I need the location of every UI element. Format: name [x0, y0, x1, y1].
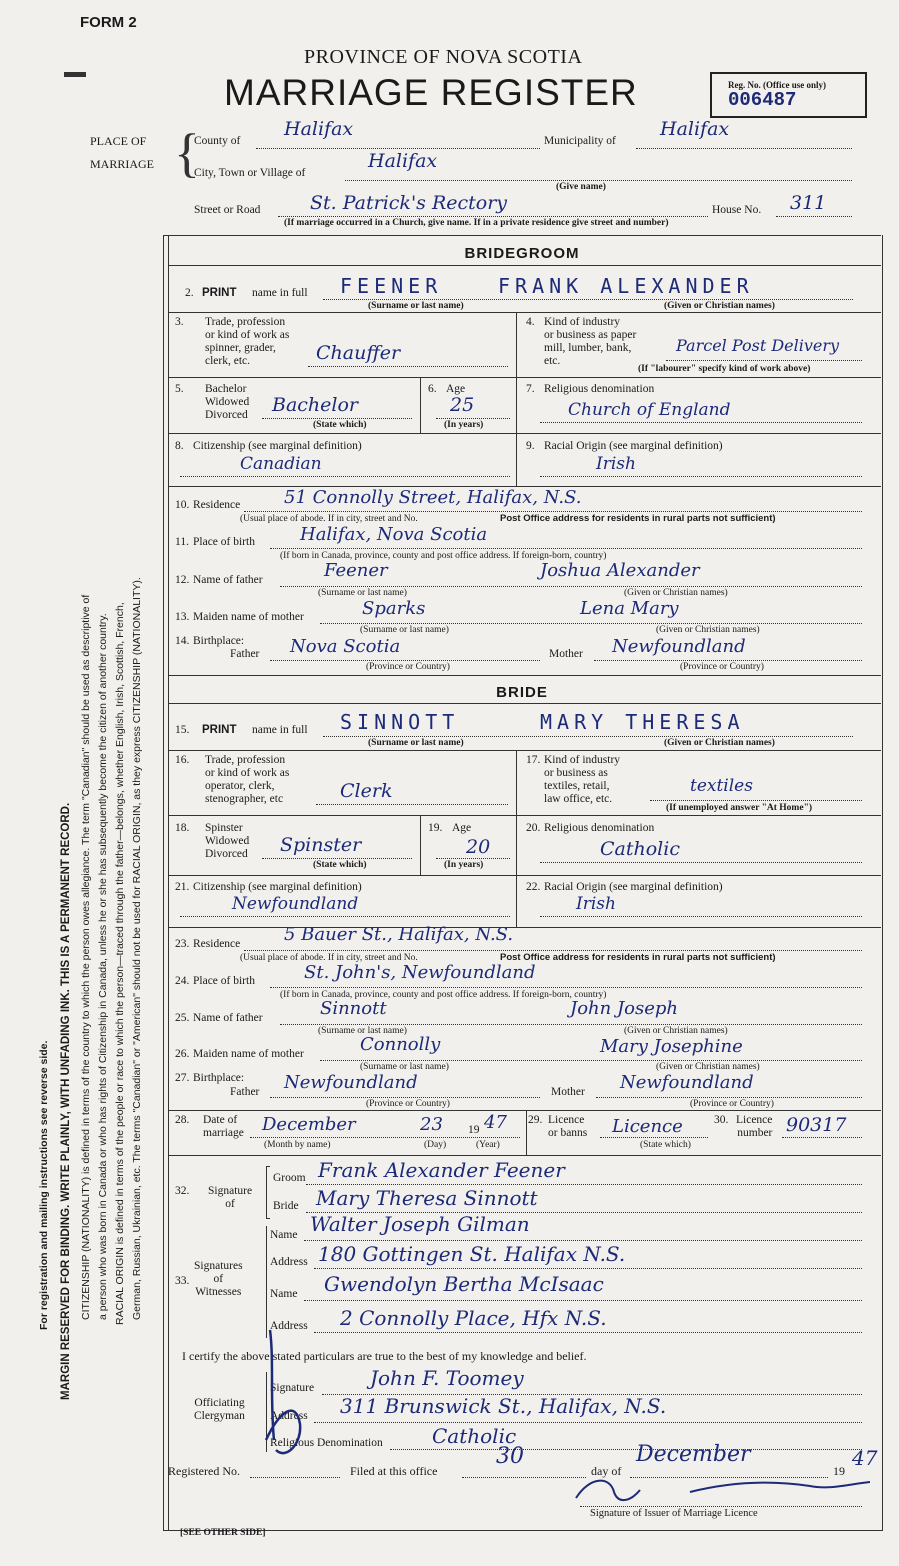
marriage-day: 23 [420, 1114, 443, 1135]
groom-religion: Church of England [568, 400, 731, 420]
field-2-print: PRINT [202, 287, 237, 299]
field-30-label: Licence number [736, 1114, 773, 1139]
marriage-year: 47 [484, 1112, 507, 1133]
bride-signature: Mary Theresa Sinnott [316, 1186, 538, 1210]
filed-day: 30 [496, 1444, 524, 1469]
witness-1-address: 180 Gottingen St. Halifax N.S. [318, 1242, 626, 1266]
bride-birthplace: St. John's, Newfoundland [304, 962, 536, 983]
bride-father-birthplace: Newfoundland [284, 1072, 418, 1093]
bride-mother-birthplace: Newfoundland [620, 1072, 754, 1093]
licence-number: 90317 [786, 1114, 847, 1136]
groom-status: Bachelor [272, 394, 359, 416]
reg-no-value: 006487 [728, 89, 797, 111]
field-32-label: Signature of [208, 1185, 253, 1210]
tick-mark [256, 1320, 316, 1470]
filed-year: 47 [852, 1446, 878, 1470]
county-line [256, 148, 540, 149]
clergy-address: 311 Brunswick St., Halifax, N.S. [340, 1394, 667, 1418]
field-16-label: Trade, profession or kind of work as operator, clerk, stenographer, etc [205, 754, 290, 805]
clergy-denomination: Catholic [432, 1424, 517, 1448]
groom-age: 25 [450, 394, 475, 416]
county-label: County of [194, 135, 241, 147]
field-29-label: Licence or banns [548, 1114, 588, 1139]
bride-given: MARY THERESA [540, 710, 745, 734]
give-name-caption: (Give name) [556, 182, 606, 192]
margin-line-3: CITIZENSHIP (NATIONALITY) is defined in terms of the country to which the person owes allegiance. The term "Canadian" should be used as descriptive of [80, 594, 92, 1320]
field-2-number: 2. [185, 287, 194, 299]
groom-father-given: Joshua Alexander [540, 560, 700, 581]
municipality-line [636, 148, 852, 149]
bride-religion: Catholic [600, 838, 680, 860]
field-4-label: Kind of industry or business as paper mill, lumber, bank, etc. [544, 316, 637, 367]
bride-father-given: John Joseph [570, 998, 679, 1019]
house-label: House No. [712, 204, 762, 216]
reg-no-label: Reg. No. (Office use only) [728, 80, 826, 90]
groom-father-surname: Feener [324, 560, 388, 581]
frame-top [163, 235, 881, 236]
margin-line-4: a person who was born in Canada or who has rights of Citizenship in Canada, unless he or she has subsequently become the citizen of another country. [97, 613, 109, 1320]
field-3-label: Trade, profession or kind of work as spinner, grader, clerk, etc. [205, 316, 290, 367]
bride-trade: Clerk [340, 780, 393, 802]
clergy-signature: John F. Toomey [370, 1366, 524, 1390]
city-label: City, Town or Village of [194, 167, 306, 179]
city-line [345, 180, 852, 181]
field-17-label: Kind of industry or business as textiles, retail, law office, etc. [544, 754, 621, 805]
street-line [278, 216, 708, 217]
groom-mother-surname: Sparks [362, 598, 426, 619]
page-title: MARRIAGE REGISTER [224, 72, 638, 113]
groom-residence: 51 Connolly Street, Halifax, N.S. [284, 487, 582, 508]
marriage-month: December [262, 1114, 356, 1135]
margin-line-1: For registration and mailing instructions see reverse side. [38, 1040, 50, 1330]
issuer-signature [570, 1472, 880, 1506]
house-value: 311 [790, 192, 827, 214]
groom-signature: Frank Alexander Feener [318, 1158, 565, 1182]
groom-given: FRANK ALEXANDER [498, 274, 754, 298]
field-2-label: name in full [252, 287, 308, 299]
margin-line-6: German, Russian, Ukrainian, etc. The terms "Canadian" or "American" should not be used for RACIAL ORIGIN, as they express CITIZENSHIP (NATIONALITY). [131, 577, 143, 1320]
bride-industry: textiles [690, 776, 753, 796]
bride-status: Spinster [280, 834, 362, 856]
field-5-label: Bachelor Widowed Divorced [205, 383, 250, 421]
field-28-label: Date of marriage [203, 1114, 244, 1139]
groom-citizenship: Canadian [240, 454, 322, 474]
place-of-label: PLACE OF [90, 134, 147, 148]
clergy-label: Officiating Clergyman [194, 1397, 245, 1422]
municipality-label: Municipality of [544, 135, 616, 147]
groom-birthplace: Halifax, Nova Scotia [300, 524, 488, 545]
field-33-label: Signatures of Witnesses [194, 1260, 243, 1298]
bridegroom-heading: BRIDEGROOM [464, 245, 580, 262]
brace: { [174, 123, 200, 183]
bride-age: 20 [466, 836, 491, 858]
witness-2-address: 2 Connolly Place, Hfx N.S. [340, 1306, 607, 1330]
bride-mother-given: Mary Josephine [600, 1036, 743, 1057]
dash-mark [64, 72, 86, 77]
filed-month: December [636, 1442, 751, 1467]
inner-left-rule [168, 235, 169, 1530]
street-label: Street or Road [194, 204, 261, 216]
groom-mother-birthplace: Newfoundland [612, 636, 746, 657]
street-value: St. Patrick's Rectory [310, 192, 508, 214]
licence-type: Licence [612, 1116, 683, 1137]
bride-racial: Irish [576, 894, 616, 914]
witness-1-name: Walter Joseph Gilman [310, 1212, 530, 1236]
groom-father-birthplace: Nova Scotia [290, 636, 401, 657]
margin-line-5: RACIAL ORIGIN is defined in terms of the people or race to which the person—traced through the father—belongs, whether English, Irish, Scottish, French, [114, 602, 126, 1325]
certification-text: I certify the above stated particulars are true to the best of my knowledge and belief. [182, 1349, 587, 1363]
groom-trade: Chauffer [316, 342, 401, 364]
groom-industry: Parcel Post Delivery [676, 336, 840, 355]
witness-2-name: Gwendolyn Bertha McIsaac [324, 1272, 604, 1296]
city-value: Halifax [368, 150, 438, 172]
bride-father-surname: Sinnott [320, 998, 387, 1019]
groom-mother-given: Lena Mary [580, 598, 679, 619]
province-heading: PROVINCE OF NOVA SCOTIA [304, 46, 583, 68]
street-note: (If marriage occurred in a Church, give name. If in a private residence give street and number) [284, 218, 669, 228]
house-line [776, 216, 852, 217]
bride-citizenship: Newfoundland [232, 894, 359, 914]
field-18-label: Spinster Widowed Divorced [205, 822, 250, 860]
municipality-value: Halifax [660, 118, 730, 140]
county-value: Halifax [284, 118, 354, 140]
bride-residence: 5 Bauer St., Halifax, N.S. [284, 924, 514, 945]
form-label: FORM 2 [80, 14, 137, 31]
groom-surname: FEENER [340, 274, 443, 298]
bride-surname: SINNOTT [340, 710, 460, 734]
marriage-label: MARRIAGE [90, 157, 155, 171]
bride-mother-surname: Connolly [360, 1034, 441, 1055]
bride-heading: BRIDE [496, 684, 548, 701]
margin-line-2: MARGIN RESERVED FOR BINDING. WRITE PLAINLY, WITH UNFADING INK. THIS IS A PERMANENT RECORD. [60, 802, 72, 1400]
groom-racial: Irish [596, 454, 636, 474]
